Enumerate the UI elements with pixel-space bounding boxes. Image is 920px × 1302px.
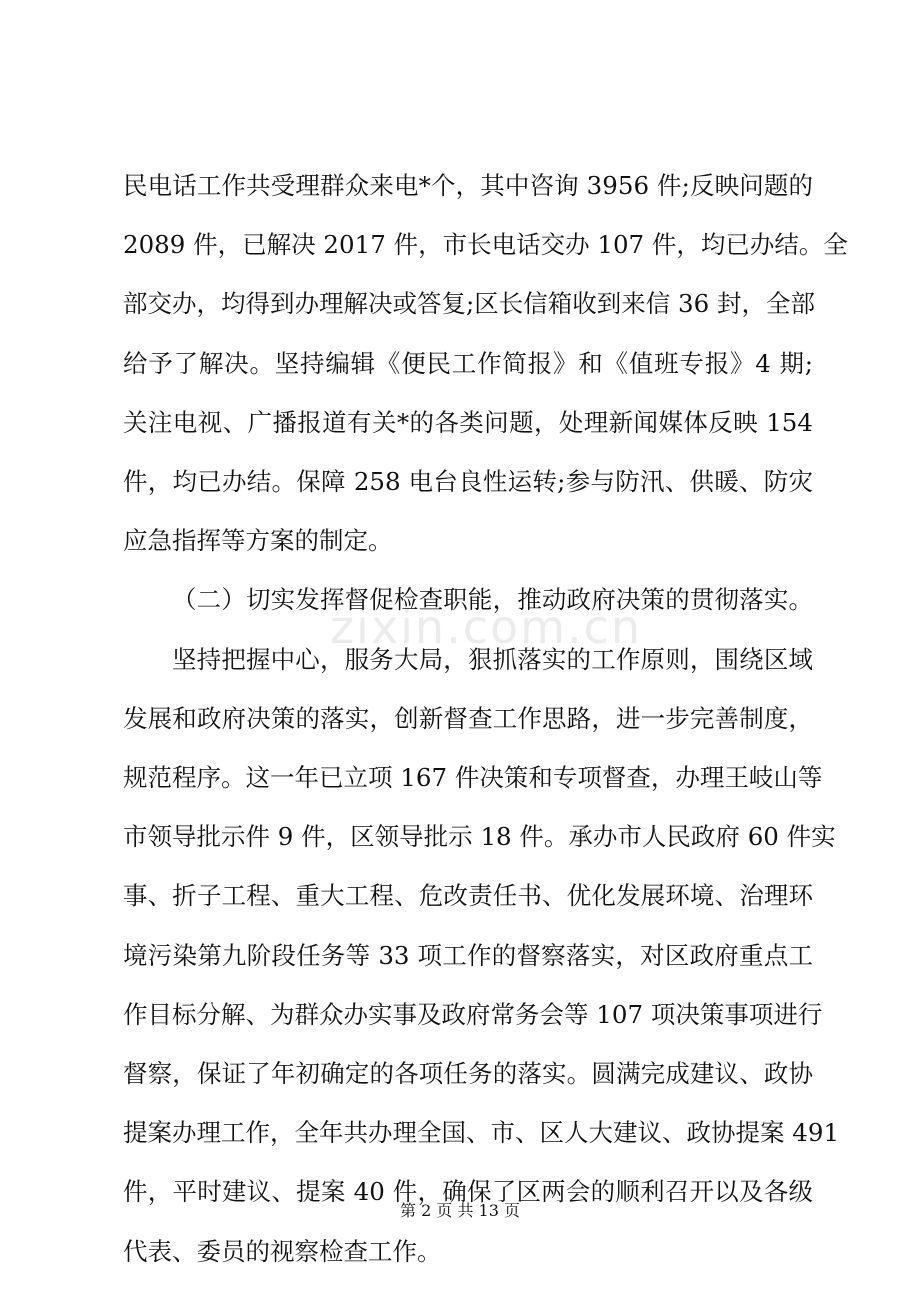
body-line: 2089 件，已解决 2017 件，市长电话交办 107 件，均已办结。全 xyxy=(123,230,848,259)
body-line: 部交办，均得到办理解决或答复;区长信箱收到来信 36 封，全部 xyxy=(123,289,816,318)
section-heading-2: （二）切实发挥督促检查职能，推动政府决策的贯彻落实。 xyxy=(172,585,813,614)
body-line: 发展和政府决策的落实，创新督查工作思路，进一步完善制度， xyxy=(123,704,813,733)
page-footer: 第 2 页 共 13 页 xyxy=(400,1201,520,1220)
body-line: 作目标分解、为群众办实事及政府常务会等 107 项决策事项进行 xyxy=(123,1000,823,1029)
body-line: 规范程序。这一年已立项 167 件决策和专项督查，办理王岐山等 xyxy=(123,763,823,792)
body-line: 境污染第九阶段任务等 33 项工作的督察落实，对区政府重点工 xyxy=(123,941,813,970)
watermark: zixin.com.cn xyxy=(330,600,643,654)
body-line: 市领导批示件 9 件，区领导批示 18 件。承办市人民政府 60 件实 xyxy=(123,822,836,851)
body-line: 督察，保证了年初确定的各项任务的落实。圆满完成建议、政协 xyxy=(123,1059,813,1088)
body-line: 提案办理工作，全年共办理全国、市、区人大建议、政协提案 491 xyxy=(123,1118,840,1147)
body-line: 应急指挥等方案的制定。 xyxy=(123,526,393,555)
body-line: 关注电视、广播报道有关*的各类问题，处理新闻媒体反映 154 xyxy=(123,408,813,437)
body-line: 件，均已办结。保障 258 电台良性运转;参与防汛、供暖、防灾 xyxy=(123,467,813,496)
body-line: 代表、委员的视察检查工作。 xyxy=(123,1237,442,1266)
body-line: 事、折子工程、重大工程、危改责任书、优化发展环境、治理环 xyxy=(123,881,813,910)
body-line: 民电话工作共受理群众来电*个，其中咨询 3956 件;反映问题的 xyxy=(123,171,813,200)
body-line: 给予了解决。坚持编辑《便民工作简报》和《值班专报》4 期; xyxy=(123,349,813,378)
body-line: 坚持把握中心，服务大局，狠抓落实的工作原则，围绕区域 xyxy=(172,645,813,674)
body-line: 件，平时建议、提案 40 件，确保了区两会的顺利召开以及各级 xyxy=(123,1177,813,1206)
